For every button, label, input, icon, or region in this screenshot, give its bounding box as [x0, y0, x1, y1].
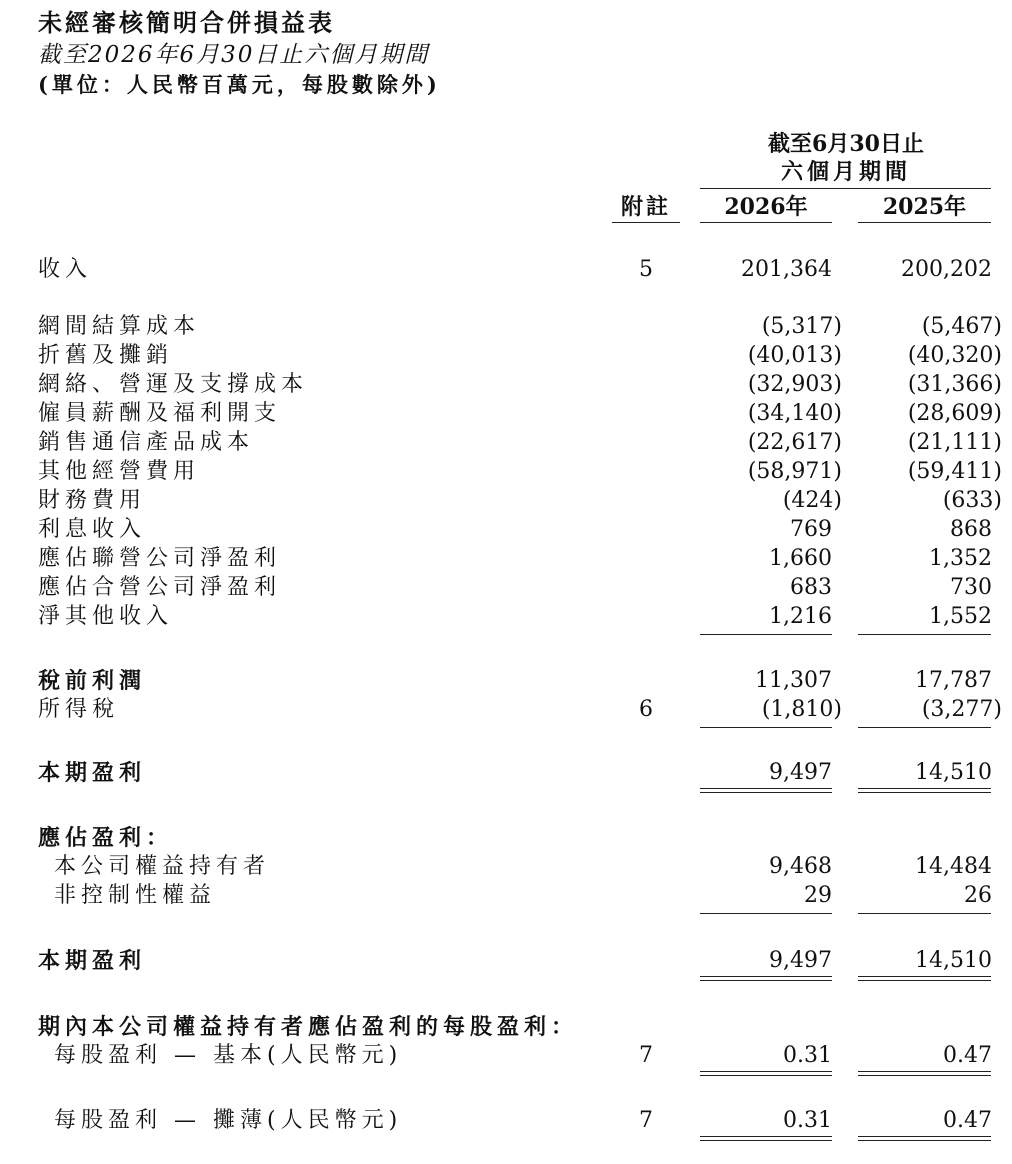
total-double-rule: [700, 1136, 832, 1141]
row-label-revenue: 收入: [38, 257, 93, 282]
row-value-2025: (633): [942, 488, 1002, 513]
row-value-2026: 29: [804, 883, 832, 908]
row-value-2026: (1,810): [761, 697, 842, 722]
total-double-rule: [858, 788, 991, 793]
row-note-revenue: 5: [639, 257, 653, 282]
row-value-2026: (22,617): [747, 430, 842, 455]
row-value-2026: 0.31: [783, 1108, 832, 1133]
row-label: 應佔合營公司淨盈利: [38, 575, 282, 600]
row-note-eps-diluted: 7: [639, 1108, 653, 1133]
row-value-2026: (5,317): [761, 314, 842, 339]
note-column-header: 附註: [620, 194, 671, 220]
statement-period: 截至2026年6月30日止六個月期間: [38, 42, 430, 68]
row-value-2026: 0.31: [783, 1043, 832, 1068]
row-label-eps-diluted: 每股盈利 — 攤薄(人民幣元): [54, 1108, 403, 1133]
row-label: 應佔聯營公司淨盈利: [38, 546, 282, 571]
row-value-2026: (40,013): [747, 343, 842, 368]
row-value-2026: 769: [790, 517, 832, 542]
row-value-2025: 14,510: [915, 760, 992, 785]
row-label: 其他經營費用: [38, 459, 201, 484]
row-value-2026: (34,140): [747, 401, 842, 426]
row-value-2026: 1,660: [769, 546, 832, 571]
row-value-2025: (40,320): [907, 343, 1002, 368]
row-value-2025: 26: [964, 883, 992, 908]
row-label-eps-basic: 每股盈利 — 基本(人民幣元): [54, 1043, 403, 1068]
row-value-2025: 1,352: [929, 546, 992, 571]
subtotal-rule: [700, 634, 832, 635]
row-label: 淨其他收入: [38, 604, 174, 629]
row-label-non-controlling: 非控制性權益: [54, 883, 217, 908]
total-double-rule: [858, 1071, 991, 1076]
row-value-2026: 9,468: [769, 854, 832, 879]
row-label: 僱員薪酬及福利開支: [38, 401, 282, 426]
row-label-eps-heading: 期內本公司權益持有者應佔盈利的每股盈利：: [38, 1014, 579, 1040]
row-label: 財務費用: [38, 488, 147, 513]
row-value-2025: 14,510: [915, 948, 992, 973]
row-value-2026: (32,903): [747, 372, 842, 397]
row-note-eps-basic: 7: [639, 1043, 653, 1068]
total-double-rule: [700, 1071, 832, 1076]
period-header-line1: 截至6月30日止: [768, 131, 924, 157]
row-value-2026: 9,497: [769, 760, 832, 785]
row-label: 銷售通信產品成本: [38, 430, 255, 455]
row-note-income-tax: 6: [639, 697, 653, 722]
year-2026-header: 2026年: [724, 194, 808, 220]
row-value-2025: (28,609): [907, 401, 1002, 426]
row-value-2025: 868: [950, 517, 992, 542]
row-value-2025: 1,552: [929, 604, 992, 629]
total-double-rule: [700, 976, 832, 981]
subtotal-rule: [700, 727, 832, 728]
row-value-2026: 1,216: [769, 604, 832, 629]
row-value-2026: 11,307: [755, 668, 832, 693]
subtotal-rule: [858, 913, 991, 914]
row-value-2025: (31,366): [907, 372, 1002, 397]
row-value-2025: 14,484: [915, 854, 992, 879]
row-label-income-tax: 所得稅: [38, 697, 120, 722]
row-value-2025: 730: [950, 575, 992, 600]
row-label-attributable-to: 應佔盈利：: [38, 825, 174, 851]
row-label: 網間結算成本: [38, 314, 201, 339]
row-label: 折舊及攤銷: [38, 343, 174, 368]
row-value-2025: 0.47: [943, 1108, 992, 1133]
row-label-profit-for-period: 本期盈利: [38, 948, 147, 974]
row-value-2025: (3,277): [921, 697, 1002, 722]
period-header-rule: [700, 188, 991, 189]
subtotal-rule: [700, 913, 832, 914]
year-2026-header-rule: [700, 222, 832, 223]
period-header-line2: 六個月期間: [780, 159, 911, 185]
row-label-equity-holders: 本公司權益持有者: [54, 854, 271, 879]
statement-unit: (單位：人民幣百萬元，每股數除外): [38, 72, 441, 97]
row-value-2026: 9,497: [769, 948, 832, 973]
row-label-profit-for-period: 本期盈利: [38, 760, 147, 786]
year-2025-header: 2025年: [882, 194, 967, 220]
row-value-2025-revenue: 200,202: [901, 257, 992, 282]
total-double-rule: [700, 788, 832, 793]
note-header-rule: [612, 222, 680, 223]
year-2025-header-rule: [858, 222, 991, 223]
subtotal-rule: [858, 727, 991, 728]
row-value-2026: (58,971): [747, 459, 842, 484]
row-value-2026-revenue: 201,364: [741, 257, 832, 282]
row-value-2025: 17,787: [915, 668, 992, 693]
row-value-2025: (21,111): [907, 430, 1002, 455]
row-value-2025: (59,411): [907, 459, 1002, 484]
row-label: 網絡、營運及支撐成本: [38, 372, 309, 397]
row-value-2025: (5,467): [921, 314, 1002, 339]
statement-title: 未經審核簡明合併損益表: [38, 8, 335, 37]
row-value-2026: (424): [782, 488, 842, 513]
total-double-rule: [858, 1136, 991, 1141]
row-label: 利息收入: [38, 517, 147, 542]
subtotal-rule: [858, 634, 991, 635]
row-value-2026: 683: [790, 575, 832, 600]
row-label-profit-before-tax: 稅前利潤: [38, 668, 147, 694]
row-value-2025: 0.47: [943, 1043, 992, 1068]
total-double-rule: [858, 976, 991, 981]
